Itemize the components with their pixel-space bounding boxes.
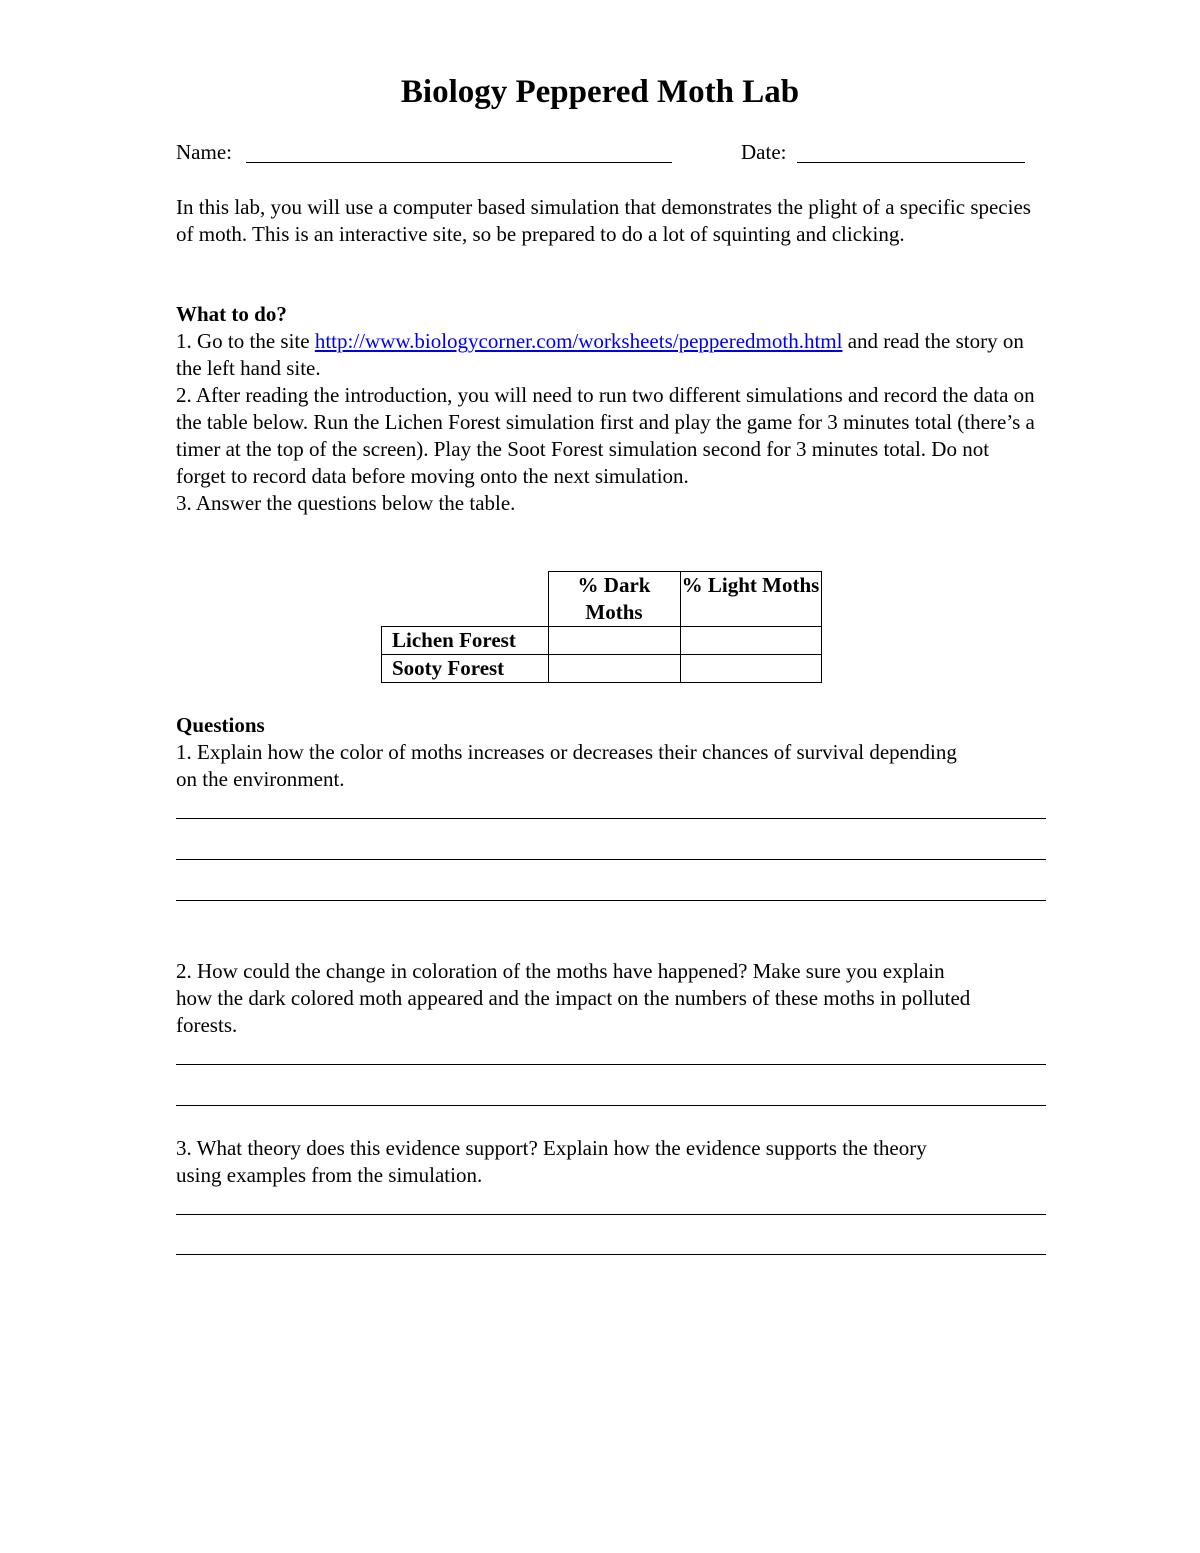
date-label: Date: <box>741 140 787 164</box>
question-1: 1. Explain how the color of moths increases or decreases their chances of survival depending on the environment. <box>176 740 957 791</box>
instructions-heading: What to do? <box>176 302 287 326</box>
questions-heading: Questions <box>176 713 265 737</box>
answer-line[interactable] <box>176 900 1046 901</box>
cell-sooty-light[interactable] <box>680 655 821 683</box>
cell-lichen-light[interactable] <box>680 627 821 655</box>
simulation-link[interactable]: http://www.biologycorner.com/worksheets/pepperedmoth.html <box>314 329 843 353</box>
cell-lichen-dark[interactable] <box>548 627 680 655</box>
header-light-moths: % Light Moths <box>680 572 821 627</box>
answer-line[interactable] <box>176 818 1046 819</box>
cell-sooty-dark[interactable] <box>548 655 680 683</box>
header-dark-moths: % Dark Moths <box>548 572 680 627</box>
answer-line[interactable] <box>176 1064 1046 1065</box>
intro-paragraph: In this lab, you will use a computer based simulation that demonstrates the plight of a specific species of moth. This is an interactive site, so be prepared to do a lot of squinting and clicking. <box>176 195 1031 246</box>
table-corner <box>382 572 549 627</box>
question-3: 3. What theory does this evidence support? Explain how the evidence supports the theory using examples from the simulation. <box>176 1136 927 1187</box>
name-label: Name: <box>176 140 232 164</box>
date-blank <box>797 162 1025 163</box>
row-sooty-forest: Sooty Forest <box>382 655 549 683</box>
answer-line[interactable] <box>176 1254 1046 1255</box>
step-1-prefix: 1. Go to the site <box>176 329 315 353</box>
instructions-section <box>176 301 1036 517</box>
instruction-step-2: 2. After reading the introduction, you will need to run two different simulations and record the data on the table below. Run the Lichen Forest simulation first and play the game for 3 minutes total (there’s a timer at the top of the screen). Play the Soot Forest simulation second for 3 minutes total. Do not forget to record data before moving onto the next simulation. <box>176 383 1035 488</box>
question-2: 2. How could the change in coloration of the moths have happened? Make sure you explain how the dark colored moth appeared and the impact on the numbers of these moths in polluted forests. <box>176 959 971 1037</box>
instruction-step-3: 3. Answer the questions below the table. <box>176 491 516 515</box>
page-title: Biology Peppered Moth Lab <box>400 74 800 110</box>
answer-line[interactable] <box>176 859 1046 860</box>
instruction-step-1 <box>176 328 1036 382</box>
answer-line[interactable] <box>176 1214 1046 1215</box>
name-blank <box>246 162 672 163</box>
step-1-suffix: and read the story on the left hand site. <box>176 329 1024 380</box>
data-table <box>381 571 822 683</box>
answer-line[interactable] <box>176 1105 1046 1106</box>
row-lichen-forest: Lichen Forest <box>382 627 549 655</box>
